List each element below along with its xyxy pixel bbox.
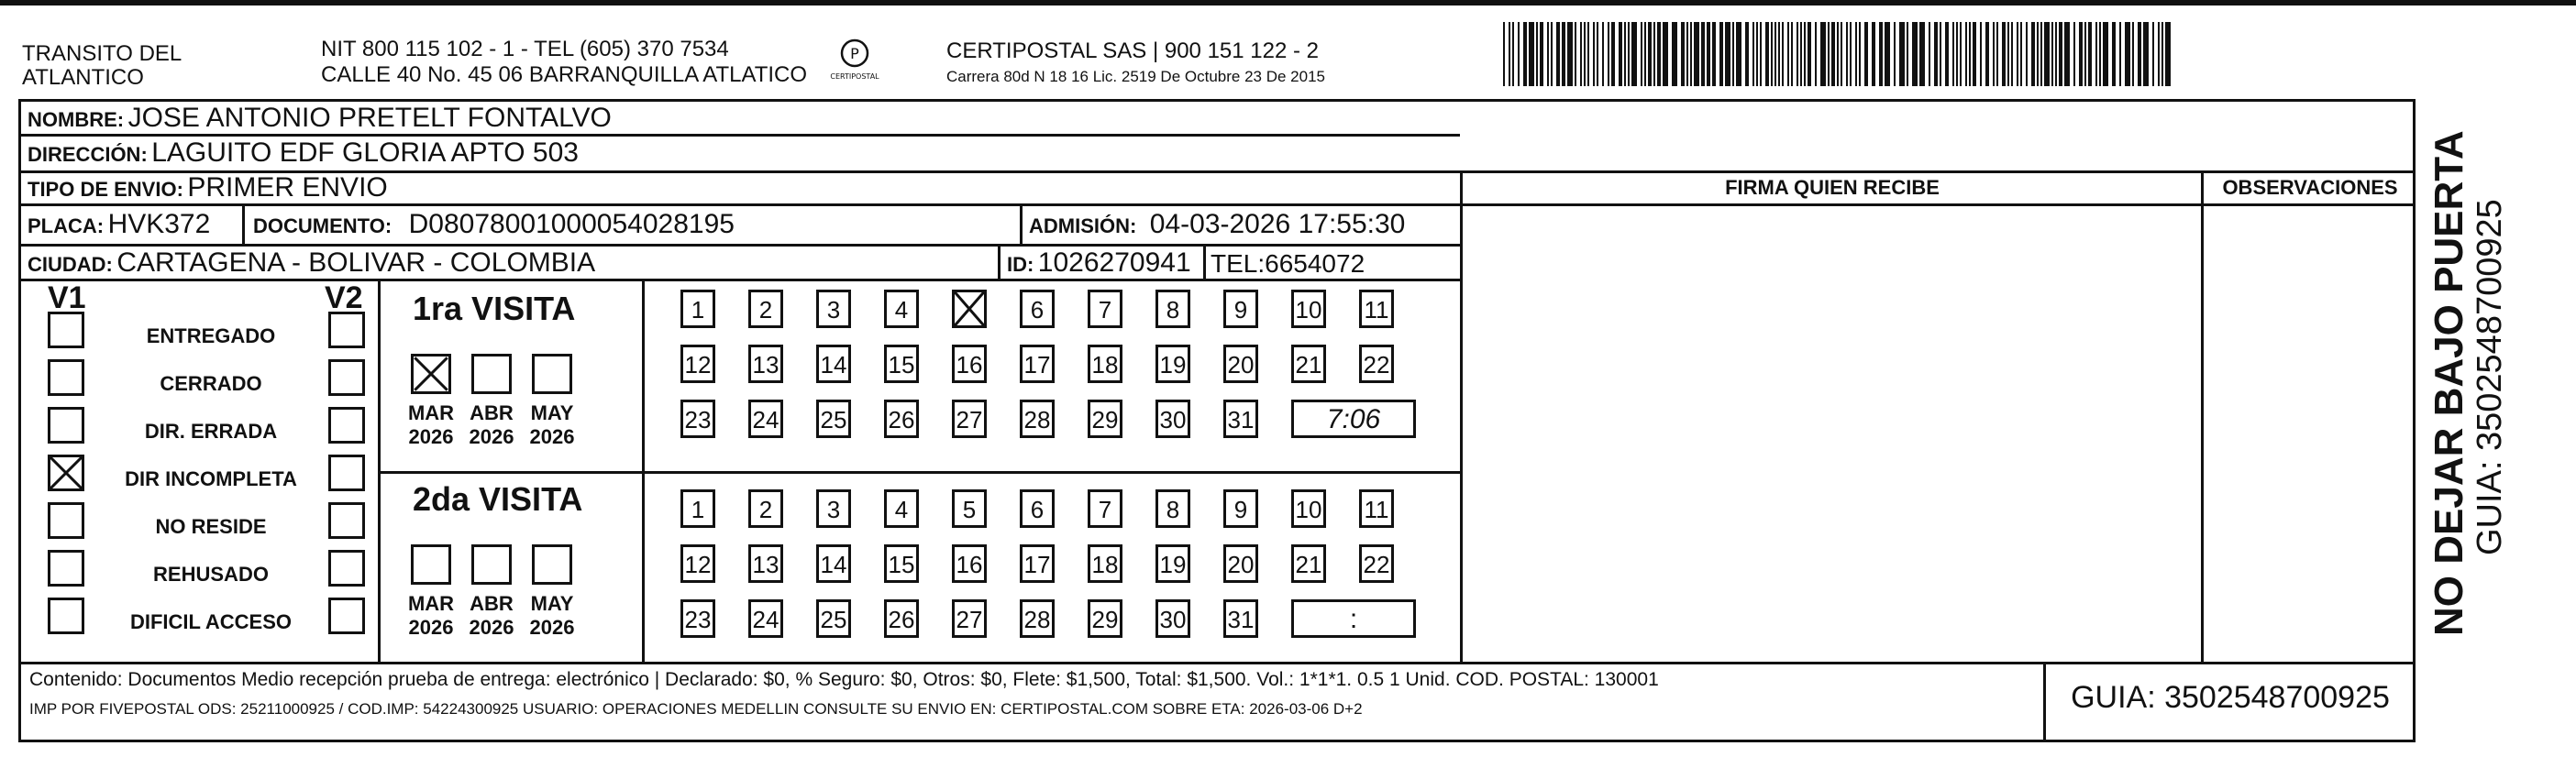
barcode-bar xyxy=(2020,22,2022,86)
barcode-bar xyxy=(1587,22,1589,86)
day-box[interactable]: 29 xyxy=(1088,599,1122,638)
month-name: ABR xyxy=(470,401,514,424)
month-year: 2026 xyxy=(469,425,514,448)
day-box[interactable]: 7 xyxy=(1088,489,1122,528)
barcode-bar xyxy=(1752,22,1754,86)
footer-contenido: Contenido: Documentos Medio recepción prueba de entrega: electrónico | Declarado: $0, % Seguro: $0, Otros: $0, Flete: $1,500, Total: $1,500. Vol.: 1*1*1. 0.5 1 Unid. COD. POSTAL: 130001 xyxy=(29,669,1659,690)
barcode-bar xyxy=(2055,22,2057,86)
id-value: 1026270941 xyxy=(1037,247,1191,278)
nombre-value: JOSE ANTONIO PRETELT FONTALVO xyxy=(127,103,612,133)
barcode-bar xyxy=(2007,22,2009,86)
barcode-bar xyxy=(1551,22,1553,86)
barcode-bar xyxy=(1732,22,1734,86)
barcode-bar xyxy=(1885,22,1890,86)
status-label: NO RESIDE xyxy=(155,515,267,538)
month-checkbox[interactable] xyxy=(411,354,451,394)
barcode-bar xyxy=(1712,22,1716,86)
day-box[interactable]: 10 xyxy=(1291,489,1326,528)
ciudad-cell xyxy=(28,247,595,279)
status-label: REHUSADO xyxy=(153,563,269,586)
month-name: MAR xyxy=(407,592,455,615)
barcode-bar xyxy=(1846,22,1848,86)
barcode-bar xyxy=(1644,22,1646,86)
barcode-bar xyxy=(1778,22,1780,86)
barcode-bar xyxy=(1815,22,1817,86)
day-box[interactable]: 9 xyxy=(1223,290,1258,328)
barcode-bar xyxy=(1707,22,1710,86)
license-line: Carrera 80d N 18 16 Lic. 2519 De Octubre 23 De 2015 xyxy=(946,68,1325,85)
barcode-bar xyxy=(2079,22,2083,86)
ciudad-value: CARTAGENA - BOLIVAR - COLOMBIA xyxy=(116,247,596,278)
day-box[interactable]: 11 xyxy=(1359,489,1394,528)
day-box[interactable]: 24 xyxy=(748,599,783,638)
barcode-bar xyxy=(1985,22,1989,86)
month-year: 2026 xyxy=(469,616,514,639)
month-name: ABR xyxy=(470,592,514,615)
status-label: ENTREGADO xyxy=(146,324,276,347)
barcode-bar xyxy=(1956,22,1958,86)
barcode-bar xyxy=(1556,22,1560,86)
barcode-bar xyxy=(1993,22,1995,86)
tel-value: 6654072 xyxy=(1265,249,1365,278)
month-name: MAY xyxy=(530,592,574,615)
barcode-bar xyxy=(1894,22,1896,86)
no-dejar-warning: NO DEJAR BAJO PUERTA xyxy=(2427,130,2471,636)
barcode-bar xyxy=(1841,22,1842,86)
day-box[interactable]: 8 xyxy=(1155,290,1190,328)
barcode-bar xyxy=(2165,22,2171,86)
day-box[interactable]: 19 xyxy=(1155,544,1190,583)
barcode-bar xyxy=(1980,22,1982,86)
status-v1-checkbox[interactable] xyxy=(48,502,84,539)
visit2-title: 2da VISITA xyxy=(413,480,583,518)
time-box[interactable]: : xyxy=(1291,599,1416,638)
barcode-bar xyxy=(1879,22,1883,86)
day-box[interactable]: 19 xyxy=(1155,345,1190,383)
status-v2-checkbox[interactable] xyxy=(328,550,365,587)
barcode-bar xyxy=(2158,22,2160,86)
barcode-bar xyxy=(2002,22,2006,86)
barcode-bar xyxy=(1593,22,1595,86)
barcode-bar xyxy=(1864,22,1868,86)
barcode-bar xyxy=(1624,22,1626,86)
barcode-bar xyxy=(1791,22,1793,86)
day-box[interactable]: 29 xyxy=(1088,400,1122,438)
barcode-bar xyxy=(1663,22,1668,86)
barcode-bar xyxy=(2051,22,2053,86)
barcode-bar xyxy=(2152,22,2154,86)
admision-label: ADMISIÓN: xyxy=(1029,214,1137,237)
top-border xyxy=(0,0,2576,5)
barcode-bar xyxy=(1725,22,1730,86)
tel-cell xyxy=(1211,249,1365,279)
barcode-bar xyxy=(1608,22,1609,86)
barcode-bar xyxy=(1800,22,1802,86)
day-box[interactable]: 27 xyxy=(952,599,987,638)
barcode-bar xyxy=(1872,22,1875,86)
barcode-bar xyxy=(1503,22,1505,86)
barcode-bar xyxy=(1774,22,1776,86)
barcode-bar xyxy=(1562,22,1565,86)
day-box[interactable]: 18 xyxy=(1088,544,1122,583)
month-year: 2026 xyxy=(408,616,454,639)
barcode-bar xyxy=(1965,22,1967,86)
barcode-bar xyxy=(1831,22,1835,86)
barcode-bar xyxy=(1690,22,1692,86)
nombre-row xyxy=(28,103,612,134)
barcode-bar xyxy=(1837,22,1839,86)
barcode-bar xyxy=(2073,22,2075,86)
tipo-value: PRIMER ENVIO xyxy=(187,172,388,203)
barcode-bar xyxy=(1919,22,1925,86)
day-box[interactable]: 12 xyxy=(680,544,715,583)
status-label: CERRADO xyxy=(160,372,262,395)
v1-label: V1 xyxy=(48,280,86,315)
day-box[interactable]: 6 xyxy=(1020,489,1055,528)
status-v1-checkbox[interactable] xyxy=(48,312,84,348)
status-v2-checkbox[interactable] xyxy=(328,598,365,634)
barcode-bar xyxy=(2017,22,2018,86)
placa-cell xyxy=(28,209,210,240)
day-box[interactable]: 3 xyxy=(816,489,851,528)
barcode-bar xyxy=(1628,22,1630,86)
barcode-bar xyxy=(2119,22,2121,86)
barcode-bar xyxy=(1782,22,1784,86)
status-label: DIFICIL ACCESO xyxy=(129,610,292,633)
month-checkbox[interactable] xyxy=(471,354,512,394)
day-box[interactable]: 31 xyxy=(1223,599,1258,638)
barcode-bar xyxy=(2026,22,2028,86)
month-checkbox[interactable] xyxy=(532,354,572,394)
day-box[interactable] xyxy=(952,290,987,328)
id-label: ID: xyxy=(1007,253,1034,276)
barcode-bar xyxy=(2112,22,2116,86)
barcode-bar xyxy=(1529,22,1534,86)
barcode-bar xyxy=(1686,22,1688,86)
status-v2-checkbox[interactable] xyxy=(328,407,365,444)
barcode-bar xyxy=(1808,22,1811,86)
barcode-bar xyxy=(1641,22,1642,86)
org-name xyxy=(22,42,182,90)
day-box[interactable]: 20 xyxy=(1223,345,1258,383)
org-contact xyxy=(321,37,807,88)
direccion-value: LAGUITO EDF GLORIA APTO 503 xyxy=(151,137,579,168)
day-box[interactable]: 8 xyxy=(1155,489,1190,528)
status-label: DIR INCOMPLETA xyxy=(125,467,297,490)
id-cell xyxy=(1007,247,1191,279)
month-year: 2026 xyxy=(529,425,575,448)
month-checkbox[interactable] xyxy=(411,544,451,585)
barcode-bar xyxy=(2095,22,2097,86)
barcode-bar xyxy=(1945,22,1949,86)
footer-imp: IMP POR FIVEPOSTAL ODS: 25211000925 / COD.IMP: 54224300925 USUARIO: OPERACIONES MEDELLIN CONSULTE SU ENVIO EN: CERTIPOSTAL.COM SOBRE ETA: 2026-03-06 D+2 xyxy=(29,700,1363,718)
barcode-bar xyxy=(1969,22,1971,86)
day-box[interactable]: 12 xyxy=(680,345,715,383)
barcode-bar xyxy=(1804,22,1806,86)
barcode-bar xyxy=(2084,22,2086,86)
side-text xyxy=(2421,92,2513,642)
day-box[interactable]: 14 xyxy=(816,544,851,583)
barcode-bar xyxy=(1934,22,1938,86)
day-box[interactable]: 17 xyxy=(1020,544,1055,583)
day-box[interactable]: 23 xyxy=(680,400,715,438)
barcode-bar xyxy=(2088,22,2092,86)
observaciones-header: OBSERVACIONES xyxy=(2222,176,2398,199)
day-box[interactable]: 9 xyxy=(1223,489,1258,528)
status-v2-checkbox[interactable] xyxy=(328,312,365,348)
day-box[interactable]: 27 xyxy=(952,400,987,438)
day-box[interactable]: 2 xyxy=(748,290,783,328)
barcode-bar xyxy=(1512,22,1514,86)
status-v1-checkbox[interactable] xyxy=(48,407,84,444)
barcode-bar xyxy=(2031,22,2035,86)
day-box[interactable]: 4 xyxy=(884,489,919,528)
status-v1-checkbox[interactable] xyxy=(48,598,84,634)
day-box[interactable]: 4 xyxy=(884,290,919,328)
barcode-bar xyxy=(2064,22,2070,86)
day-box[interactable]: 28 xyxy=(1020,599,1055,638)
day-box[interactable]: 14 xyxy=(816,345,851,383)
barcode-bar xyxy=(1657,22,1661,86)
barcode-bar xyxy=(1575,22,1576,86)
barcode-bar xyxy=(2161,22,2163,86)
barcode-bar xyxy=(1701,22,1705,86)
admision-cell xyxy=(1029,209,1405,240)
barcode-bar xyxy=(2138,22,2141,86)
side-guia: GUIA: 3502548700925 xyxy=(2471,199,2509,555)
status-v2-checkbox[interactable] xyxy=(328,359,365,396)
barcode-bar xyxy=(1820,22,1826,86)
placa-label: PLACA: xyxy=(28,214,105,237)
day-box[interactable]: 5 xyxy=(952,489,987,528)
day-box[interactable]: 23 xyxy=(680,599,715,638)
org-line-1: TRANSITO DEL xyxy=(22,41,182,66)
barcode-bar xyxy=(1745,22,1749,86)
day-box[interactable]: 25 xyxy=(816,599,851,638)
day-box[interactable]: 3 xyxy=(816,290,851,328)
barcode-bar xyxy=(1631,22,1637,86)
company-line: CERTIPOSTAL SAS | 900 151 122 - 2 xyxy=(946,38,1319,63)
documento-cell xyxy=(253,209,735,240)
day-box[interactable]: 21 xyxy=(1291,544,1326,583)
tipo-label: TIPO DE ENVIO: xyxy=(28,178,183,201)
barcode-bar xyxy=(1523,22,1527,86)
svg-text:P: P xyxy=(850,45,859,62)
day-box[interactable]: 15 xyxy=(884,345,919,383)
time-box[interactable]: 7:06 xyxy=(1291,400,1416,438)
barcode-bar xyxy=(2143,22,2149,86)
month-year: 2026 xyxy=(529,616,575,639)
day-box[interactable]: 1 xyxy=(680,290,715,328)
day-box[interactable]: 13 xyxy=(748,345,783,383)
day-box[interactable]: 15 xyxy=(884,544,919,583)
barcode-bar xyxy=(1719,22,1723,86)
barcode-bar xyxy=(2040,22,2042,86)
barcode-bar xyxy=(1580,22,1582,86)
barcode-bar xyxy=(1765,22,1769,86)
documento-value: D08078001000054028195 xyxy=(408,209,735,239)
barcode-bar xyxy=(1648,22,1652,86)
barcode-bar xyxy=(1653,22,1655,86)
day-box[interactable]: 25 xyxy=(816,400,851,438)
barcode-bar xyxy=(1828,22,1830,86)
month-year: 2026 xyxy=(408,425,454,448)
day-box[interactable]: 16 xyxy=(952,345,987,383)
barcode-bar xyxy=(1567,22,1573,86)
day-box[interactable]: 17 xyxy=(1020,345,1055,383)
barcode-bar xyxy=(1973,22,1976,86)
barcode-bar xyxy=(1681,22,1685,86)
day-box[interactable]: 21 xyxy=(1291,345,1326,383)
placa-value: HVK372 xyxy=(107,209,211,239)
barcode-bar xyxy=(1899,22,1905,86)
barcode-bar xyxy=(2099,22,2101,86)
status-v2-checkbox[interactable] xyxy=(328,455,365,491)
direccion-label: DIRECCIÓN: xyxy=(28,143,148,166)
day-box[interactable]: 18 xyxy=(1088,345,1122,383)
day-box[interactable]: 16 xyxy=(952,544,987,583)
barcode-bar xyxy=(2103,22,2108,86)
status-v1-checkbox[interactable] xyxy=(48,359,84,396)
firma-header: FIRMA QUIEN RECIBE xyxy=(1725,176,1940,199)
barcode-bar xyxy=(1672,22,1677,86)
barcode-bar xyxy=(1619,22,1622,86)
barcode-bar xyxy=(1940,22,1941,86)
barcode-bar xyxy=(1912,22,1918,86)
day-box[interactable]: 31 xyxy=(1223,400,1258,438)
status-v1-checkbox[interactable] xyxy=(48,455,84,491)
day-box[interactable]: 20 xyxy=(1223,544,1258,583)
day-box[interactable]: 7 xyxy=(1088,290,1122,328)
day-box[interactable]: 13 xyxy=(748,544,783,583)
barcode-bar xyxy=(1797,22,1798,86)
direccion-row xyxy=(28,137,579,169)
barcode-bar xyxy=(1787,22,1789,86)
barcode-bar xyxy=(1540,22,1543,86)
month-checkbox[interactable] xyxy=(532,544,572,585)
address-line: CALLE 40 No. 45 06 BARRANQUILLA ATLATICO xyxy=(321,62,808,87)
barcode-bar xyxy=(1929,22,1930,86)
barcode-bar xyxy=(1960,22,1962,86)
ciudad-label: CIUDAD: xyxy=(28,253,113,276)
logo-text: CERTIPOSTAL xyxy=(830,72,879,81)
barcode-bar xyxy=(1509,22,1510,86)
day-box[interactable]: 2 xyxy=(748,489,783,528)
tel-label: TEL: xyxy=(1211,249,1266,278)
day-box[interactable]: 30 xyxy=(1155,599,1190,638)
status-label: DIR. ERRADA xyxy=(144,420,278,443)
barcode-bar xyxy=(2125,22,2130,86)
barcode-bar xyxy=(2132,22,2134,86)
barcode-bar xyxy=(2011,22,2013,86)
footer-guia: GUIA: 3502548700925 xyxy=(2071,680,2390,715)
day-box[interactable]: 22 xyxy=(1359,345,1394,383)
barcode-bar xyxy=(2037,22,2039,86)
barcode-bar xyxy=(1760,22,1762,86)
barcode-bar xyxy=(1850,22,1852,86)
day-box[interactable]: 6 xyxy=(1020,290,1055,328)
visit1-title: 1ra VISITA xyxy=(413,290,576,327)
barcode-bar xyxy=(1859,22,1861,86)
day-box[interactable]: 10 xyxy=(1291,290,1326,328)
month-name: MAY xyxy=(530,401,574,424)
barcode-bar xyxy=(1771,22,1773,86)
admision-value: 04-03-2026 17:55:30 xyxy=(1149,209,1406,239)
barcode-bar xyxy=(1694,22,1699,86)
barcode-icon xyxy=(1499,22,2178,86)
barcode-bar xyxy=(1536,22,1538,86)
nombre-label: NOMBRE: xyxy=(28,108,125,131)
barcode-bar xyxy=(1736,22,1741,86)
barcode-bar xyxy=(1996,22,1998,86)
barcode-bar xyxy=(2059,22,2062,86)
month-name: MAR xyxy=(407,401,455,424)
day-box[interactable]: 30 xyxy=(1155,400,1190,438)
company-info xyxy=(946,38,1325,86)
barcode-bar xyxy=(1952,22,1954,86)
status-v2-checkbox[interactable] xyxy=(328,502,365,539)
barcode-bar xyxy=(1611,22,1615,86)
v2-label: V2 xyxy=(325,280,363,315)
nit-line: NIT 800 115 102 - 1 - TEL (605) 370 7534 xyxy=(321,37,729,61)
barcode-bar xyxy=(1602,22,1604,86)
month-checkbox[interactable] xyxy=(471,544,512,585)
day-box[interactable]: 22 xyxy=(1359,544,1394,583)
barcode-bar xyxy=(1855,22,1857,86)
barcode-bar xyxy=(1907,22,1908,86)
barcode-bar xyxy=(2044,22,2050,86)
documento-label: DOCUMENTO: xyxy=(253,214,392,237)
day-box[interactable]: 26 xyxy=(884,400,919,438)
tipo-row xyxy=(28,172,388,203)
org-line-2: ATLANTICO xyxy=(22,65,144,90)
day-box[interactable]: 28 xyxy=(1020,400,1055,438)
day-box[interactable]: 11 xyxy=(1359,290,1394,328)
day-box[interactable]: 24 xyxy=(748,400,783,438)
barcode-bar xyxy=(1597,22,1598,86)
day-box[interactable]: 26 xyxy=(884,599,919,638)
day-box[interactable]: 1 xyxy=(680,489,715,528)
certipostal-logo xyxy=(829,35,880,86)
barcode-bar xyxy=(1518,22,1520,86)
barcode-bar xyxy=(1756,22,1758,86)
barcode-bar xyxy=(1547,22,1549,86)
status-v1-checkbox[interactable] xyxy=(48,550,84,587)
barcode-bar xyxy=(1584,22,1586,86)
